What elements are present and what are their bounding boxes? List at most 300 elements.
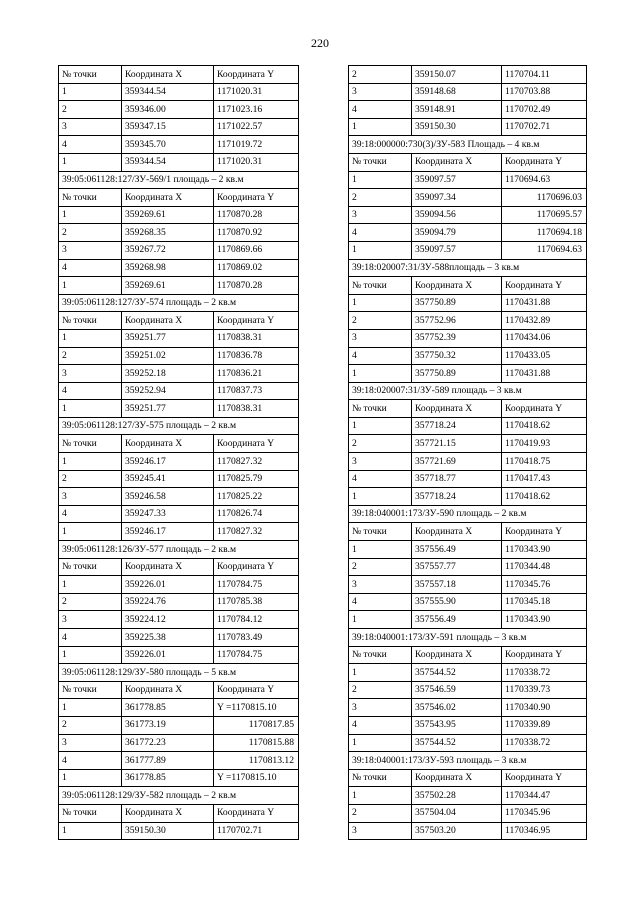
- point-number-cell: 2: [349, 435, 412, 453]
- point-number-cell: 4: [349, 593, 412, 611]
- table-row: [349, 822, 587, 840]
- table-row: [59, 453, 299, 471]
- coordinate-x-cell: 357543.95: [412, 716, 502, 734]
- point-number-cell: 2: [59, 101, 122, 119]
- coordinate-x-cell: 359347.15: [122, 118, 214, 136]
- table-row: [349, 118, 587, 136]
- coordinate-y-cell: 1170344.48: [502, 558, 587, 576]
- coordinate-x-cell: 359097.57: [412, 241, 502, 259]
- table-header-row: [59, 189, 299, 207]
- coordinate-x-cell: 359245.41: [122, 470, 214, 488]
- coordinate-y-header: Координата Y: [214, 681, 299, 699]
- coordinate-x-cell: 357546.02: [412, 699, 502, 717]
- section-title-row: [59, 171, 299, 189]
- point-number-header: № точки: [349, 523, 412, 541]
- coordinate-y-cell: Y =1170815.10: [214, 699, 299, 717]
- coordinate-y-cell: 1170345.18: [502, 593, 587, 611]
- coordinate-y-cell: 1170431.88: [502, 294, 587, 312]
- point-number-header: № точки: [59, 435, 122, 453]
- coordinate-y-cell: 1170815.88: [214, 734, 299, 752]
- coordinate-x-cell: 361772.23: [122, 734, 214, 752]
- table-row: [349, 294, 587, 312]
- coordinate-x-cell: 359150.30: [122, 822, 214, 840]
- table-row: [59, 83, 299, 101]
- coordinates-table-left: [58, 65, 299, 840]
- table-row: [349, 576, 587, 594]
- coordinate-x-cell: 357546.59: [412, 681, 502, 699]
- section-title-row: [349, 752, 587, 770]
- table-row: [59, 611, 299, 629]
- point-number-cell: 3: [349, 206, 412, 224]
- table-row: [59, 769, 299, 787]
- coordinate-y-cell: 1170419.93: [502, 435, 587, 453]
- point-number-cell: 1: [349, 734, 412, 752]
- table-row: [59, 329, 299, 347]
- table-row: [349, 558, 587, 576]
- coordinate-y-cell: 1170338.72: [502, 734, 587, 752]
- coordinate-x-cell: 359226.01: [122, 646, 214, 664]
- table-row: [59, 629, 299, 647]
- coordinate-y-cell: 1170338.72: [502, 664, 587, 682]
- table-header-row: [59, 312, 299, 330]
- point-number-header: № точки: [59, 558, 122, 576]
- point-number-header: № точки: [59, 681, 122, 699]
- table-row: [349, 593, 587, 611]
- coordinate-y-cell: 1170345.76: [502, 576, 587, 594]
- coordinate-y-header: Координата Y: [502, 523, 587, 541]
- point-number-cell: 4: [59, 136, 122, 154]
- coordinate-y-cell: 1170838.31: [214, 400, 299, 418]
- coordinate-x-cell: 357721.15: [412, 435, 502, 453]
- table-header-row: [59, 558, 299, 576]
- coordinate-x-cell: 359251.77: [122, 329, 214, 347]
- point-number-header: № точки: [349, 277, 412, 295]
- coordinate-x-header: Координата X: [412, 769, 502, 787]
- point-number-cell: 2: [59, 347, 122, 365]
- coordinate-y-cell: 1170869.02: [214, 259, 299, 277]
- coordinate-x-header: Координата X: [412, 400, 502, 418]
- point-number-cell: 3: [349, 453, 412, 471]
- point-number-cell: 1: [59, 329, 122, 347]
- point-number-cell: 2: [349, 189, 412, 207]
- coordinate-y-cell: 1171022.57: [214, 118, 299, 136]
- section-title-row: [59, 417, 299, 435]
- point-number-cell: 4: [349, 347, 412, 365]
- coordinate-x-cell: 357721.69: [412, 453, 502, 471]
- coordinate-y-header: Координата Y: [214, 189, 299, 207]
- point-number-cell: 2: [349, 681, 412, 699]
- coordinate-x-header: Координата X: [122, 558, 214, 576]
- coordinate-y-cell: 1170694.63: [502, 241, 587, 259]
- section-title-row: [349, 629, 587, 647]
- table-header-row: [349, 400, 587, 418]
- table-header-row: [349, 769, 587, 787]
- point-number-header: № точки: [349, 400, 412, 418]
- coordinate-x-cell: 357555.90: [412, 593, 502, 611]
- point-number-header: № точки: [349, 769, 412, 787]
- coordinates-table-right: [348, 65, 587, 840]
- point-number-cell: 1: [349, 541, 412, 559]
- point-number-cell: 4: [59, 752, 122, 770]
- section-title-row: [59, 541, 299, 559]
- coordinate-x-cell: 359224.76: [122, 593, 214, 611]
- point-number-cell: 1: [349, 241, 412, 259]
- coordinate-x-cell: 357503.20: [412, 822, 502, 840]
- plot-title: 39:05:061128:127/ЗУ-575 площадь – 2 кв.м: [59, 417, 299, 435]
- table-row: [349, 347, 587, 365]
- coordinate-x-cell: 359251.77: [122, 400, 214, 418]
- coordinate-y-header: Координата Y: [502, 646, 587, 664]
- table-row: [59, 206, 299, 224]
- coordinate-y-cell: 1170346.95: [502, 822, 587, 840]
- point-number-cell: 1: [349, 417, 412, 435]
- coordinate-x-cell: 359150.07: [412, 66, 502, 84]
- coordinate-x-cell: 361778.85: [122, 769, 214, 787]
- coordinate-y-header: Координата Y: [502, 277, 587, 295]
- point-number-cell: 2: [349, 558, 412, 576]
- table-row: [59, 224, 299, 242]
- table-header-row: [349, 646, 587, 664]
- coordinate-y-cell: 1170433.05: [502, 347, 587, 365]
- point-number-cell: 4: [349, 224, 412, 242]
- table-row: [59, 523, 299, 541]
- table-row: [59, 153, 299, 171]
- coordinate-x-cell: 359226.01: [122, 576, 214, 594]
- point-number-cell: 3: [59, 488, 122, 506]
- plot-title: 39:05:061128:127/ЗУ-569/1 площадь – 2 кв.м: [59, 171, 299, 189]
- table-header-row: [59, 66, 299, 84]
- table-row: [349, 611, 587, 629]
- point-number-cell: 3: [349, 699, 412, 717]
- coordinate-x-cell: 359268.98: [122, 259, 214, 277]
- table-row: [59, 118, 299, 136]
- coordinate-y-cell: 1170694.63: [502, 171, 587, 189]
- plot-title: 39:18:020007:31/ЗУ-588площадь – 3 кв.м: [349, 259, 587, 277]
- table-row: [349, 681, 587, 699]
- table-row: [59, 241, 299, 259]
- point-number-header: № точки: [349, 153, 412, 171]
- table-header-row: [59, 681, 299, 699]
- coordinate-x-cell: 361778.85: [122, 699, 214, 717]
- coordinate-x-cell: 357557.18: [412, 576, 502, 594]
- point-number-cell: 3: [349, 822, 412, 840]
- table-row: [349, 804, 587, 822]
- section-title-row: [349, 505, 587, 523]
- coordinate-x-header: Координата X: [122, 804, 214, 822]
- coordinate-x-cell: 359269.61: [122, 277, 214, 295]
- table-row: [349, 101, 587, 119]
- table-row: [59, 136, 299, 154]
- point-number-cell: 1: [59, 83, 122, 101]
- coordinate-x-header: Координата X: [412, 523, 502, 541]
- coordinate-y-cell: 1170431.88: [502, 365, 587, 383]
- point-number-cell: 1: [59, 523, 122, 541]
- coordinate-x-cell: 359267.72: [122, 241, 214, 259]
- coordinate-x-cell: 359344.54: [122, 153, 214, 171]
- coordinate-y-cell: 1170340.90: [502, 699, 587, 717]
- table-row: [59, 400, 299, 418]
- coordinate-x-header: Координата X: [122, 435, 214, 453]
- coordinate-x-cell: 359345.70: [122, 136, 214, 154]
- coordinate-y-header: Координата Y: [502, 153, 587, 171]
- coordinate-x-cell: 359224.12: [122, 611, 214, 629]
- coordinate-y-cell: 1170784.75: [214, 576, 299, 594]
- point-number-cell: 1: [59, 206, 122, 224]
- coordinate-y-cell: 1170696.03: [502, 189, 587, 207]
- coordinate-x-cell: 357556.49: [412, 541, 502, 559]
- table-row: [59, 716, 299, 734]
- point-number-cell: 2: [59, 224, 122, 242]
- coordinate-y-cell: 1170817.85: [214, 716, 299, 734]
- coordinate-y-cell: 1170870.28: [214, 277, 299, 295]
- point-number-cell: 1: [349, 171, 412, 189]
- coordinate-y-cell: 1170343.90: [502, 541, 587, 559]
- coordinate-x-cell: 357544.52: [412, 664, 502, 682]
- section-title-row: [349, 382, 587, 400]
- coordinate-y-cell: 1170418.75: [502, 453, 587, 471]
- coordinate-x-cell: 359344.54: [122, 83, 214, 101]
- table-row: [349, 365, 587, 383]
- coordinate-y-cell: 1170345.96: [502, 804, 587, 822]
- section-title-row: [349, 259, 587, 277]
- point-number-header: № точки: [59, 312, 122, 330]
- coordinate-x-header: Координата X: [412, 646, 502, 664]
- table-row: [349, 470, 587, 488]
- coordinate-x-cell: 359148.68: [412, 83, 502, 101]
- point-number-cell: 4: [59, 629, 122, 647]
- table-row: [349, 241, 587, 259]
- point-number-cell: 3: [59, 611, 122, 629]
- coordinate-y-cell: 1171019.72: [214, 136, 299, 154]
- coordinate-y-cell: 1170784.12: [214, 611, 299, 629]
- point-number-cell: 3: [59, 118, 122, 136]
- coordinate-y-header: Координата Y: [214, 558, 299, 576]
- table-row: [349, 488, 587, 506]
- coordinate-x-cell: 359251.02: [122, 347, 214, 365]
- coordinate-x-header: Координата X: [122, 312, 214, 330]
- coordinate-x-cell: 359246.17: [122, 523, 214, 541]
- coordinate-x-cell: 361777.89: [122, 752, 214, 770]
- coordinate-x-header: Координата X: [122, 66, 214, 84]
- point-number-cell: 4: [349, 716, 412, 734]
- coordinate-x-cell: 357718.24: [412, 417, 502, 435]
- table-row: [349, 734, 587, 752]
- coordinate-y-header: Координата Y: [214, 435, 299, 453]
- table-row: [59, 505, 299, 523]
- coordinate-y-cell: 1170826.74: [214, 505, 299, 523]
- point-number-cell: 4: [59, 505, 122, 523]
- coordinate-x-cell: 357750.89: [412, 365, 502, 383]
- coordinate-x-cell: 359252.18: [122, 365, 214, 383]
- point-number-cell: 1: [59, 646, 122, 664]
- table-row: [59, 347, 299, 365]
- coordinate-x-cell: 359346.00: [122, 101, 214, 119]
- point-number-cell: 1: [59, 400, 122, 418]
- coordinate-x-header: Координата X: [412, 277, 502, 295]
- plot-title: 39:05:061128:126/ЗУ-577 площадь – 2 кв.м: [59, 541, 299, 559]
- point-number-cell: 2: [59, 716, 122, 734]
- plot-title: 39:05:061128:127/ЗУ-574 площадь – 2 кв.м: [59, 294, 299, 312]
- coordinate-x-cell: 359148.91: [412, 101, 502, 119]
- table-row: [349, 453, 587, 471]
- coordinate-x-cell: 357502.28: [412, 787, 502, 805]
- plot-title: 39:18:000000:730(3)/ЗУ-583 Площадь – 4 кв.м: [349, 136, 587, 154]
- coordinate-y-cell: 1170432.89: [502, 312, 587, 330]
- point-number-cell: 3: [59, 734, 122, 752]
- point-number-cell: 1: [59, 699, 122, 717]
- point-number-header: № точки: [59, 66, 122, 84]
- table-row: [349, 224, 587, 242]
- table-row: [59, 259, 299, 277]
- point-number-cell: 4: [59, 259, 122, 277]
- plot-title: 39:05:061128:129/ЗУ-580 площадь – 5 кв.м: [59, 664, 299, 682]
- coordinate-y-cell: 1170785.38: [214, 593, 299, 611]
- point-number-cell: 1: [59, 576, 122, 594]
- table-row: [59, 576, 299, 594]
- table-row: [349, 83, 587, 101]
- table-header-row: [349, 153, 587, 171]
- point-number-cell: 3: [349, 83, 412, 101]
- point-number-cell: 1: [349, 488, 412, 506]
- coordinate-y-cell: 1170339.89: [502, 716, 587, 734]
- coordinate-y-cell: 1170434.06: [502, 329, 587, 347]
- coordinate-y-cell: 1171023.16: [214, 101, 299, 119]
- coordinate-y-cell: 1170695.57: [502, 206, 587, 224]
- coordinate-y-header: Координата Y: [502, 769, 587, 787]
- table-row: [349, 329, 587, 347]
- coordinate-x-cell: 359097.57: [412, 171, 502, 189]
- coordinate-y-cell: 1170344.47: [502, 787, 587, 805]
- coordinate-y-cell: 1170694.18: [502, 224, 587, 242]
- coordinate-x-cell: 361773.19: [122, 716, 214, 734]
- coordinate-y-cell: 1170836.78: [214, 347, 299, 365]
- point-number-cell: 4: [59, 382, 122, 400]
- coordinate-x-cell: 359225.38: [122, 629, 214, 647]
- point-number-header: № точки: [349, 646, 412, 664]
- point-number-cell: 4: [349, 470, 412, 488]
- section-title-row: [59, 294, 299, 312]
- coordinate-y-cell: 1170418.62: [502, 488, 587, 506]
- coordinate-x-cell: 359246.17: [122, 453, 214, 471]
- coordinate-x-header: Координата X: [412, 153, 502, 171]
- table-row: [349, 66, 587, 84]
- table-row: [349, 716, 587, 734]
- point-number-cell: 1: [349, 664, 412, 682]
- coordinate-y-header: Координата Y: [214, 804, 299, 822]
- table-row: [59, 277, 299, 295]
- plot-title: 39:18:040001:173/ЗУ-590 площадь – 2 кв.м: [349, 505, 587, 523]
- coordinate-y-cell: 1170783.49: [214, 629, 299, 647]
- section-title-row: [349, 136, 587, 154]
- coordinate-y-cell: 1170702.71: [214, 822, 299, 840]
- coordinate-y-header: Координата Y: [502, 400, 587, 418]
- page-number: 220: [311, 36, 329, 50]
- coordinate-y-cell: 1171020.31: [214, 153, 299, 171]
- point-number-cell: 2: [349, 312, 412, 330]
- point-number-cell: 1: [59, 769, 122, 787]
- point-number-cell: 1: [349, 118, 412, 136]
- coordinate-y-cell: 1170339.73: [502, 681, 587, 699]
- table-row: [349, 206, 587, 224]
- table-row: [349, 787, 587, 805]
- point-number-header: № точки: [59, 189, 122, 207]
- coordinate-x-header: Координата X: [122, 189, 214, 207]
- coordinate-y-cell: 1171020.31: [214, 83, 299, 101]
- coordinate-y-header: Координата Y: [214, 312, 299, 330]
- coordinate-y-cell: 1170827.32: [214, 523, 299, 541]
- coordinate-y-cell: 1170870.92: [214, 224, 299, 242]
- plot-title: 39:18:040001:173/ЗУ-591 площадь – 3 кв.м: [349, 629, 587, 647]
- point-number-cell: 3: [349, 576, 412, 594]
- table-row: [59, 593, 299, 611]
- point-number-cell: 1: [349, 365, 412, 383]
- table-row: [59, 646, 299, 664]
- table-row: [59, 734, 299, 752]
- table-row: [59, 365, 299, 383]
- section-title-row: [59, 787, 299, 805]
- table-header-row: [349, 523, 587, 541]
- table-row: [59, 470, 299, 488]
- plot-title: 39:18:020007:31/ЗУ-589 площадь – 3 кв.м: [349, 382, 587, 400]
- section-title-row: [59, 664, 299, 682]
- coordinate-y-cell: 1170703.88: [502, 83, 587, 101]
- coordinate-y-cell: 1170869.66: [214, 241, 299, 259]
- coordinate-x-cell: 359246.58: [122, 488, 214, 506]
- point-number-cell: 3: [349, 329, 412, 347]
- point-number-cell: 4: [349, 101, 412, 119]
- coordinate-y-cell: 1170870.28: [214, 206, 299, 224]
- coordinate-x-cell: 357718.77: [412, 470, 502, 488]
- table-row: [349, 699, 587, 717]
- coordinate-y-cell: Y =1170815.10: [214, 769, 299, 787]
- coordinate-x-cell: 357752.39: [412, 329, 502, 347]
- coordinate-x-cell: 357752.96: [412, 312, 502, 330]
- point-number-cell: 1: [59, 453, 122, 471]
- coordinate-x-cell: 359094.79: [412, 224, 502, 242]
- coordinate-y-cell: 1170417.43: [502, 470, 587, 488]
- coordinate-x-cell: 359269.61: [122, 206, 214, 224]
- table-row: [59, 488, 299, 506]
- point-number-cell: 1: [59, 277, 122, 295]
- table-row: [59, 699, 299, 717]
- coordinate-x-cell: 357750.89: [412, 294, 502, 312]
- coordinate-y-cell: 1170837.73: [214, 382, 299, 400]
- coordinate-x-cell: 357504.04: [412, 804, 502, 822]
- point-number-cell: 1: [349, 787, 412, 805]
- coordinate-y-header: Координата Y: [214, 66, 299, 84]
- coordinate-y-cell: 1170838.31: [214, 329, 299, 347]
- coordinate-y-cell: 1170836.21: [214, 365, 299, 383]
- point-number-cell: 1: [59, 822, 122, 840]
- coordinate-y-cell: 1170784.75: [214, 646, 299, 664]
- point-number-header: № точки: [59, 804, 122, 822]
- coordinate-x-cell: 359247.33: [122, 505, 214, 523]
- table-row: [349, 189, 587, 207]
- coordinate-y-cell: 1170825.22: [214, 488, 299, 506]
- coordinate-x-cell: 357718.24: [412, 488, 502, 506]
- point-number-cell: 2: [59, 593, 122, 611]
- table-header-row: [59, 804, 299, 822]
- point-number-cell: 1: [349, 611, 412, 629]
- coordinate-x-cell: 359268.35: [122, 224, 214, 242]
- coordinate-y-cell: 1170702.71: [502, 118, 587, 136]
- table-row: [59, 382, 299, 400]
- plot-title: 39:05:061128:129/ЗУ-582 площадь – 2 кв.м: [59, 787, 299, 805]
- coordinate-x-cell: 359094.56: [412, 206, 502, 224]
- table-header-row: [349, 277, 587, 295]
- coordinate-x-cell: 359252.94: [122, 382, 214, 400]
- table-row: [349, 312, 587, 330]
